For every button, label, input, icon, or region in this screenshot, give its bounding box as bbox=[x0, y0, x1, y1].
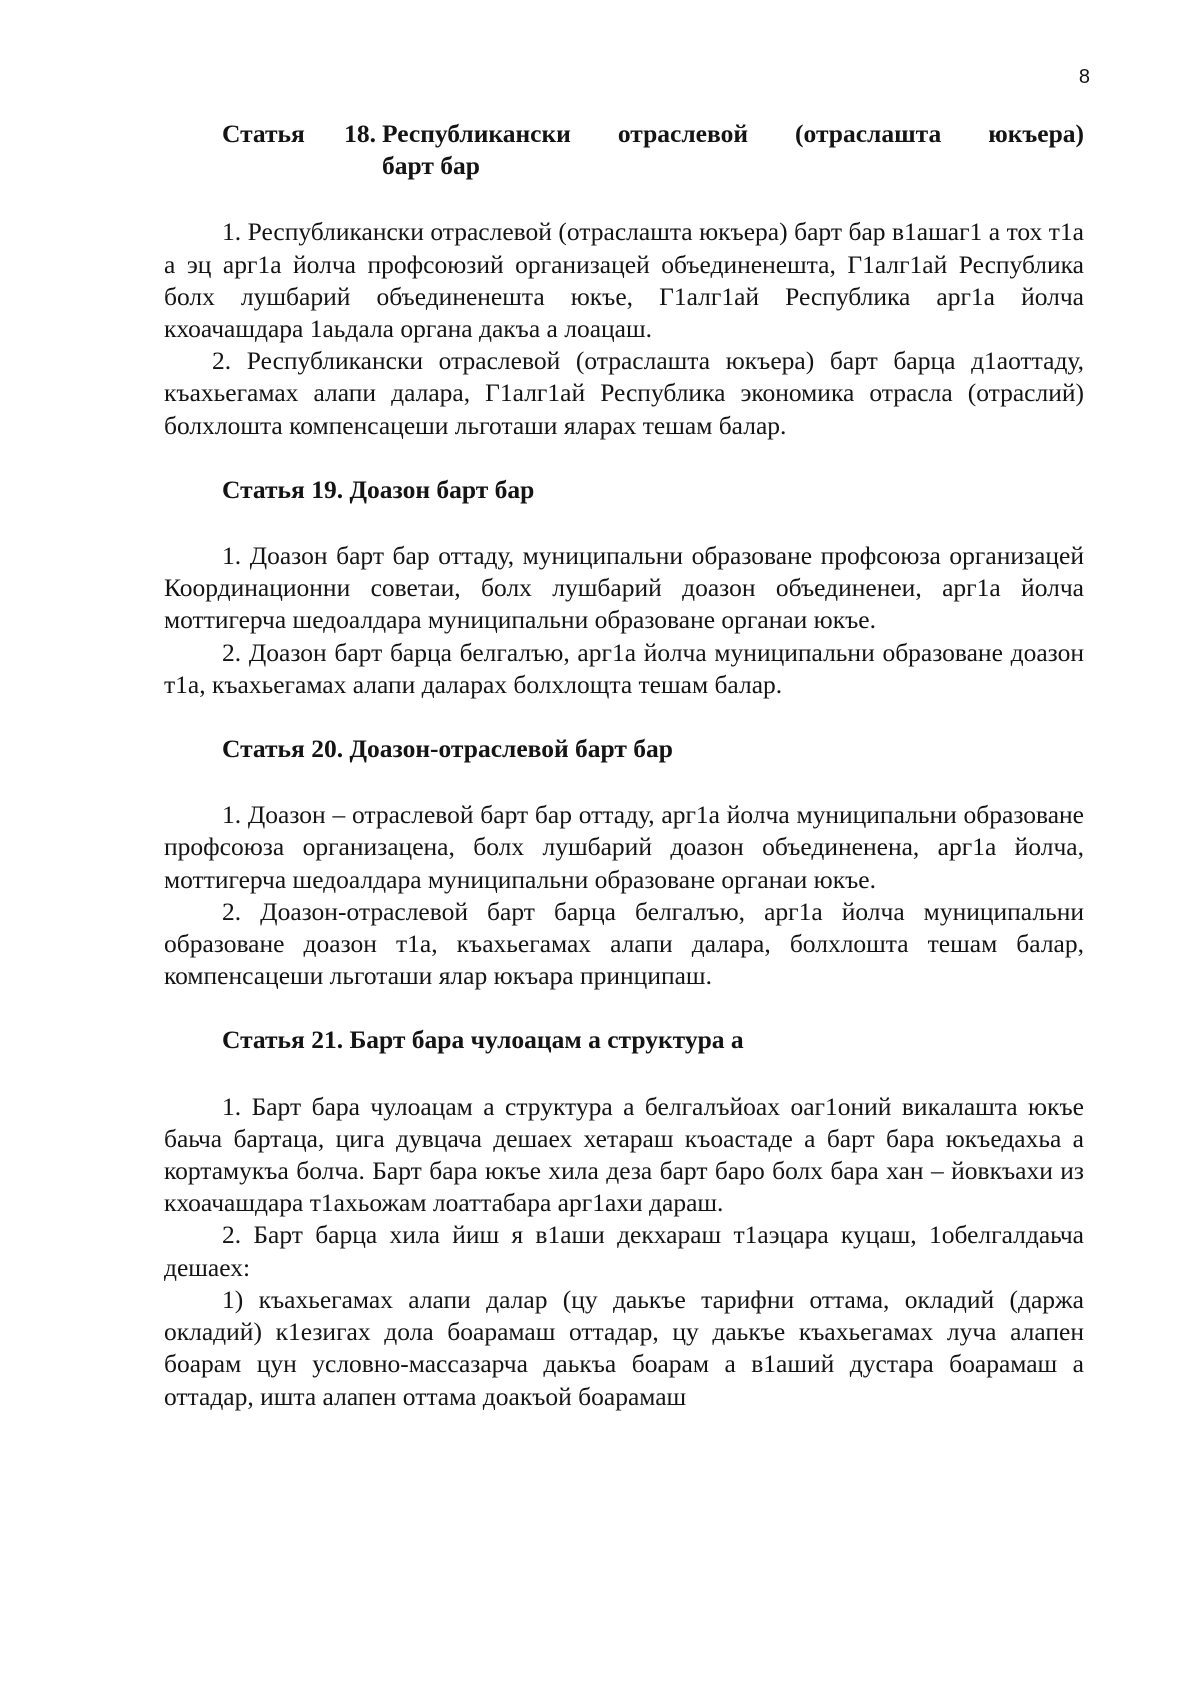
article-19-paragraph-2: 2. Доазон барт барца белгалъю, арг1а йолча муниципальни образоване доазон т1а, къахьегамах алапи даларах болхлощта тешам балар. bbox=[164, 637, 1084, 699]
article-20-heading: Статья 20. Доазон-отраслевой барт бар bbox=[222, 734, 673, 764]
article-18-prefix: Статья bbox=[222, 119, 305, 148]
article-21-paragraph-2: 2. Барт барца хила йиш я в1аши декхараш т1аэцара куцаш, 1обелгалдаьча дешаех: bbox=[164, 1220, 1084, 1282]
article-18-num: 18. bbox=[344, 119, 376, 148]
article-20-paragraph-2: 2. Доазон-отраслевой барт барца белгалъю, арг1а йолча муниципальни образоване доазон т1а, къахьегамах алапи далара, болхлошта тешам балар, компенсацеши льготаши ялар юкъара принципаш. bbox=[164, 896, 1084, 991]
article-19-paragraph-1: 1. Доазон барт бар оттаду, муниципальни образоване профсоюза организацей Координационни советаи, болх лушбарий доазон объединенеи, арг1а йолча моттигерча шедоалдара муниципальни образоване органаи юкъе. bbox=[164, 541, 1084, 635]
article-18-title-line1: Республикански отраслевой (отраслашта юкъера) bbox=[382, 119, 1084, 148]
article-18-title bbox=[382, 118, 1084, 182]
article-18-number bbox=[222, 118, 382, 182]
article-19-heading: Статья 19. Доазон барт бар bbox=[222, 474, 535, 504]
article-21-heading: Статья 21. Барт бара чулоацам а структура а bbox=[222, 1025, 744, 1055]
document-body bbox=[164, 118, 1084, 1413]
article-18-heading bbox=[164, 118, 1084, 182]
article-21-paragraph-3: 1) къахьегамах алапи далар (цу даькъе тарифни оттама, окладий (даржа окладий) к1езигах дола боарамаш оттадар, цу даькъе къахьегамах луча алапен боарам цун условно-массазарча даькъа боарам а в1аший дустара боарамаш а оттадар, ишта алапен оттама доакъой боарамаш bbox=[164, 1284, 1084, 1411]
page-number: 8 bbox=[1078, 66, 1090, 88]
article-20-paragraph-1: 1. Доазон – отраслевой барт бар оттаду, арг1а йолча муниципальни образоване профсоюза организацена, болх лушбарий доазон объединенена, арг1а йолча, моттигерча шедоалдара муниципальни образоване органаи юкъе. bbox=[164, 800, 1084, 894]
article-18-paragraph-2: 2. Республикански отраслевой (отраслашта юкъера) барт барца д1аоттаду, къахьегамах алапи далара, Г1алг1ай Республика экономика отрасла (отраслий) болхлошта компенсацеши льготаши яларах тешам балар. bbox=[164, 346, 1084, 440]
article-18-paragraph-1: 1. Республикански отраслевой (отраслашта юкъера) барт бар в1ашаг1 а тох т1а а эц арг1а йолча профсоюзий организацей объединенешта, Г1алг1ай Республика болх лушбарий объединенешта юкъе, Г1алг1ай Республика арг1а йолча кхоачашдара 1аьдала органа дакъа а лоацаш. bbox=[164, 217, 1084, 344]
article-18-title-line2: барт бар bbox=[382, 151, 480, 181]
article-21-paragraph-1: 1. Барт бара чулоацам а структура а белгалъйоах оаг1оний викалашта юкъе баьча бартаца, цига дувцача дешаех хетараш къоастаде а барт бара юкъедахьа а кортамукъа болча. Барт бара юкъе хила деза барт баро болх бара хан – йовкъахи из кхоачашдара т1ахьожам лоаттабара арг1ахи дараш. bbox=[164, 1091, 1084, 1218]
